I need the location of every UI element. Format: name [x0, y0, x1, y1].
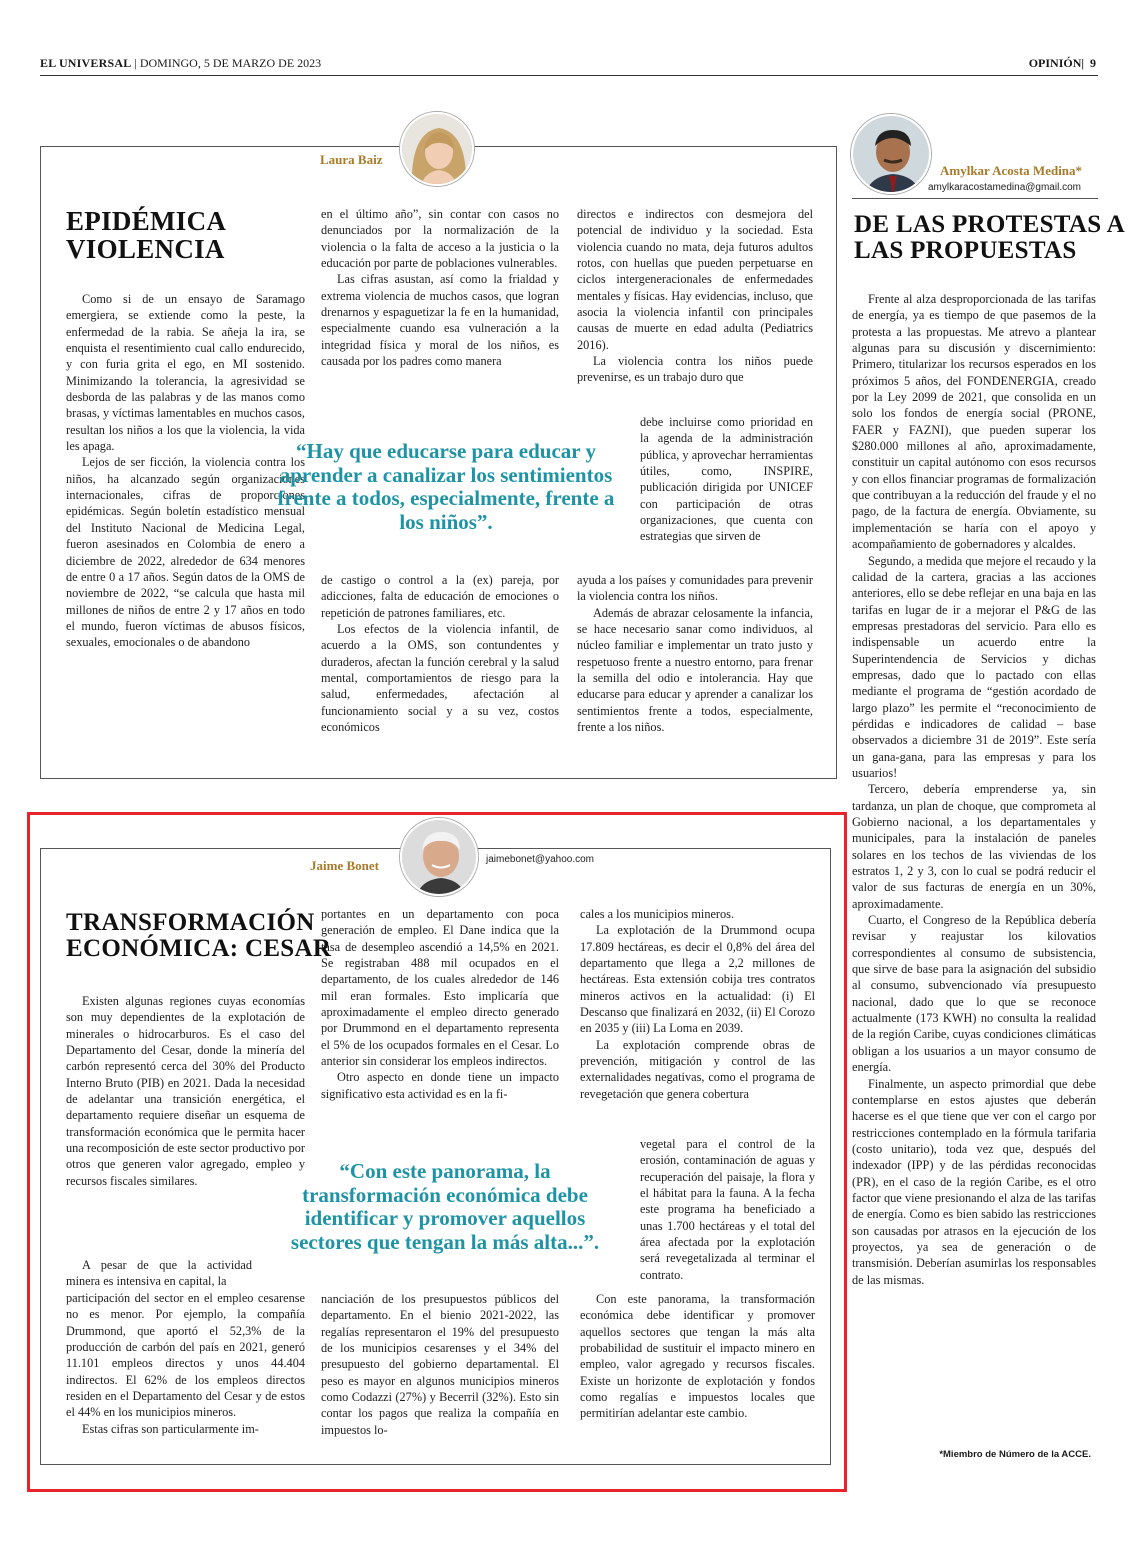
paragraph: cales a los municipios mineros. — [580, 907, 735, 921]
pull-quote-jaime-bonet: “Con este panorama, la transformación económica debe identificar y promover aquellos sectores que tengan la más alta...”. — [290, 1159, 600, 1254]
paragraph: debe incluirse como prioridad en la agenda de la administración pública, y aprovechar herramientas útiles, como, INSPIRE, publicación dirigida por UNICEF con participación de otras organizaciones, que cuenta con estrategias que sirven de — [640, 415, 813, 544]
paragraph: La explotación de la Drummond ocupa 17.809 hectáreas, es decir el 0,8% del área del departamento que llega a 2,2 millones de hectáreas. Esta extensión cobija tres contratos mineros activos en la actualidad: (i) El Descanso que finalizará en 2032, (ii) El Corozo en 2035 y (iii) La Loma en 2039. — [580, 923, 815, 1036]
paragraph: en el último año”, sin contar con casos no denunciados por la normalización de la violencia o la falta de acceso a la justicia o la educación por parte de poblaciones vulnerables. — [321, 207, 559, 271]
article1-column-3-wrap — [640, 414, 813, 545]
article2-column-1-bottom — [66, 1290, 305, 1437]
headline-transformacion-economica — [66, 910, 331, 963]
paragraph: Estas cifras son particularmente im- — [82, 1421, 259, 1436]
paragraph: Con este panorama, la transformación económica debe identificar y promover aquellos sectores que tengan la más alta probabilidad de sustituir el impacto minero en empleo, valor agregado y recursos fiscales. Existe un horizonte de explotación y fondos como regalías e impuestos locales que permitirían adelantar este cambio. — [580, 1292, 815, 1421]
byline-jaime-bonet: Jaime Bonet — [310, 858, 379, 873]
email-jaime-bonet: jaimebonet@yahoo.com — [486, 854, 594, 865]
paragraph: Los efectos de la violencia infantil, de acuerdo a la OMS, son contundentes y duraderos, afectan la función cerebral y la salud mental, comportamientos de riesgo para la salud, enfermedades, afectación al funcionamiento social y a su vez, costos económicos — [321, 622, 559, 735]
article3-column — [852, 291, 1096, 1288]
article1-column-3-top — [577, 206, 813, 386]
paragraph: Las cifras asustan, así como la frialdad y extrema violencia de muchos casos, que logran drenarnos y espaguetizar la fe en la humanidad, especialmente cuando esa vulneración a la integridad física y moral de los niños, es causada por los padres como manera — [321, 272, 559, 369]
article1-column-2-top — [321, 206, 559, 369]
paragraph: nanciación de los presupuestos públicos del departamento. En el bienio 2021-2022, las regalías representaron el 19% del presupuesto de los municipios cesarenses y el 34% del presupuesto del gobierno departamental. El peso es mayor en algunos municipios mineros como Codazzi (27%) y Becerril (32%). Esto sin contar los pagos que realiza la compañía en impuestos lo- — [321, 1292, 559, 1437]
headline-epidemica-violencia — [66, 207, 226, 264]
author-footnote: *Miembro de Número de la ACCE. — [939, 1449, 1091, 1460]
paragraph: Frente al alza desproporcionada de las tarifas de energía, ya es tiempo de que pasemos de la protesta a las propuestas. Me atrevo a plantear algunas para su discusión y discernimiento: Primero, titularizar los recursos esperados en los próximos 5 años, del FONDENERGIA, creado por la Ley 2099 de 2021, que consolida en un solo los fondos de energía social (PRONE, FAER y FAZNI), que pueden superar los $280.000 millones al año, aproximadamente, constituir un capital autónomo con esos recursos y con ellos financiar programas de formalización que contribuyan a la reducción del fraude y el no pago, de la factura de energía. Obviamente, su implementación se haría con el apoyo y acompañamiento de gobernadores y alcaldes. — [852, 292, 1096, 552]
edition-date: | DOMINGO, 5 DE MARZO DE 2023 — [134, 56, 322, 70]
paragraph: Como si de un ensayo de Saramago emergiera, se extiende como la peste, la enfermedad de la rabia. Se añeja la ira, se enquista el resentimiento cual callo endurecido, y con furia grita el ego, en MI sostenido. Minimizando la tolerancia, la agresividad se desborda de las palabras y de las manos como brasas, y víctimas lamentables en muchos casos, resultan los niños a los que la violencia, la vida les apaga. — [66, 292, 305, 454]
author-photo-laura-baiz — [400, 112, 474, 186]
headline-line-2: LAS PROPUESTAS — [854, 237, 1077, 265]
paragraph: ayuda a los países y comunidades para prevenir la violencia contra los niños. — [577, 573, 813, 604]
paragraph: participación del sector en el empleo cesarense no es menor. Por ejemplo, la compañía Drummond, que aportó el 52,3% de la producción de carbón del país en 2021, generó 11.101 empleos directos y unos 44.404 indirectos. El 62% de los empleos directos residen en el Departamento del Cesar y de estos el 44% en los municipios mineros. — [66, 1291, 305, 1420]
author-photo-jaime-bonet — [400, 818, 478, 896]
article2-column-2-top — [321, 906, 559, 1102]
headline-de-las-protestas — [854, 212, 1125, 265]
paragraph: vegetal para el control de la erosión, contaminación de aguas y recuperación del paisaje, la flora y el hábitat para la fauna. A la fecha este programa ha beneficiado a unas 1.700 hectáreas y el total del área afectada por la explotación será revegetalizada al terminar el contrato. — [640, 1137, 815, 1282]
paragraph: Además de abrazar celosamente la infancia, se hace necesario sanar como individuos, al núcleo familiar e implementar un trato justo y respetuoso frente a nuestro entorno, para frenar la semilla del odio e intolerancia. Hay que educarse para educar y aprender a canalizar los sentimientos frente a todos, especialmente, frente a los niños. — [577, 605, 813, 735]
paragraph: Segundo, a medida que mejore el recaudo y la calidad de la cartera, gracias a las acciones anteriores, ello se debe reflejar en una baja en las tarifas en lugar de ir a mejorar el P&G de las empresas prestadoras del servicio. Para ello es indispensable un acuerdo entre la Superintendencia de Servicios y dichas empresas, dado que lo pactado con ellas mediante el programa de “gestión acordado de largo plazo” les permite el “reconocimiento de pérdidas e indicadores de calidad – base observados a diciembre 31 de 2019”. Este sería un gana-gana, para las empresas y para los usuarios! — [852, 553, 1096, 780]
paper-name: EL UNIVERSAL — [40, 56, 132, 70]
headline-line-2: VIOLENCIA — [66, 234, 225, 265]
paragraph: La explotación comprende obras de prevención, mitigación y control de las externalidades negativas, como el programa de revegetación que genera cobertura — [580, 1037, 815, 1101]
paragraph: Otro aspecto en donde tiene un impacto significativo esta actividad es en la fi- — [321, 1070, 559, 1101]
paragraph: Finalmente, un aspecto primordial que debe contemplarse en estos ajustes que deberán hacerse es el que tiene que ver con el cargo por restricciones contemplado en la fórmula tarifaria (costo unitario), toda vez que, después del indexador (IPP) y de las pérdidas reconocidas (PR), en el caso de la región Caribe, es el otro factor que viene presionando el alza de las tarifas de energía. Como es bien sabido las restricciones son causadas por atrasos en la ejecución de los proyectos, ya sea de generación o de transmisión. Deberían asumirlas los responsables de las mismas. — [852, 1076, 1096, 1287]
article1-column-3-bottom — [577, 572, 813, 735]
paragraph: Cuarto, el Congreso de la República debería revisar y reajustar los kilovatios correspondientes al consumo de subsistencia, que sirve de base para la asignación del subsidio al consumo, subvencionado vía presupuesto nacional, dado que lo que se reconoce actualmente (173 KWH) no consulta la realidad de la región Caribe, cuyas condiciones climáticas obligan a los usuarios a un mayor consumo de energía. — [852, 913, 1096, 1075]
paragraph: Lejos de ser ficción, la violencia contra los niños, ha alcanzado según organizaciones internacionales, cifras de proporciones epidémicas. Según boletín estadístico mensual del Instituto Nacional de Medicina Legal, fueron asesinados en Colombia de enero a diciembre de 2022, alrededor de 634 menores de entre 0 a 17 años. Según datos de la OMS de noviembre de 2022, “se calcula que hasta mil millones de niños de entre 2 y 17 años en todo el mundo, fueron víctimas de abusos físicos, sexuales, emocionales o de abandono — [66, 455, 305, 650]
author-photo-amylkar-acosta — [851, 114, 931, 194]
headline-line-1: EPIDÉMICA — [66, 206, 227, 236]
byline-amylkar-acosta: Amylkar Acosta Medina* — [940, 163, 1083, 178]
article2-column-3-wrap — [640, 1136, 815, 1283]
article2-column-1-mid — [66, 1257, 252, 1290]
article2-column-3-top — [580, 906, 815, 1102]
paragraph: Tercero, debería emprenderse ya, sin tardanza, un plan de choque, que comprometa al Gobierno nacional, a los departamentales y municipales, para la instalación de paneles solares en los techos de las viviendas de los estratos 1, 2 y 3, con lo cual se podrá reducir el valor de sus facturas de energía en un 30%, aproximadamente. — [852, 782, 1096, 911]
email-amylkar-acosta: amylkaracostamedina@gmail.com — [928, 182, 1081, 193]
pull-quote-laura-baiz: “Hay que educarse para educar y aprender a canalizar los sentimientos frente a todos, especialmente, frente a los niños”. — [277, 439, 615, 534]
masthead — [40, 54, 1098, 76]
paragraph: portantes en un departamento con poca generación de empleo. El Dane indica que la tasa de desempleo ascendió a 14,5% en 2021. Se registraban 488 mil ocupados en el departamento, de los cuales alrededor de 146 mil eran formales. Esto implicaría que aproximadamente el empleo directo generado por Drummond en el departamento representa el 5% de los ocupados formales en el Cesar. Lo anterior sin considerar los empleos indirectos. — [321, 907, 559, 1069]
article2-column-2-bottom — [321, 1291, 559, 1438]
byline-rule — [852, 198, 1098, 199]
article1-column-2-bottom — [321, 572, 559, 735]
paragraph: A pesar de que la actividad minera es intensiva en capital, la — [66, 1258, 252, 1289]
paragraph: de castigo o control a la (ex) pareja, por adicciones, falta de educación de emociones o repetición de patrones familiares, etc. — [321, 573, 559, 620]
headline-line-2: ECONÓMICA: CESAR — [66, 935, 332, 963]
portrait-icon — [853, 116, 931, 194]
paragraph: Existen algunas regiones cuyas economías son muy dependientes de la explotación de minerales o hidrocarburos. Es el caso del Departamento del Cesar, donde la minería del carbón representó cerca del 30% del Producto Interno Bruto (PIB) en 2021. Dada la necesidad de adelantar una transición energética, el departamento requiere diseñar un esquema de transformación económica que le permita hacer una recomposición de este sector productivo por otros que generen valor agregado, empleo y recursos fiscales similares. — [66, 994, 305, 1188]
page-number: 9 — [1090, 56, 1096, 70]
headline-line-1: TRANSFORMACIÓN — [66, 909, 315, 936]
masthead-right — [1029, 56, 1096, 71]
headline-line-1: DE LAS PROTESTAS A — [854, 211, 1125, 238]
paragraph: La violencia contra los niños puede prevenirse, es un trabajo duro que — [577, 354, 813, 385]
masthead-left — [40, 56, 321, 71]
paragraph: directos e indirectos con desmejora del potencial de individuo y la sociedad. Esta violencia cuando no mata, deja futuros adultos rotos, con huellas que pueden perpetuarse en ciclos intergeneracionales de enfermedades mentales y físicas. Hay evidencias, incluso, que asocia la violencia infantil con principales causas de muerte en edad adulta (Pediatrics 2016). — [577, 207, 813, 352]
section-name: OPINIÓN| — [1028, 56, 1084, 70]
article2-column-3-bottom — [580, 1291, 815, 1422]
byline-laura-baiz: Laura Baiz — [320, 152, 383, 167]
